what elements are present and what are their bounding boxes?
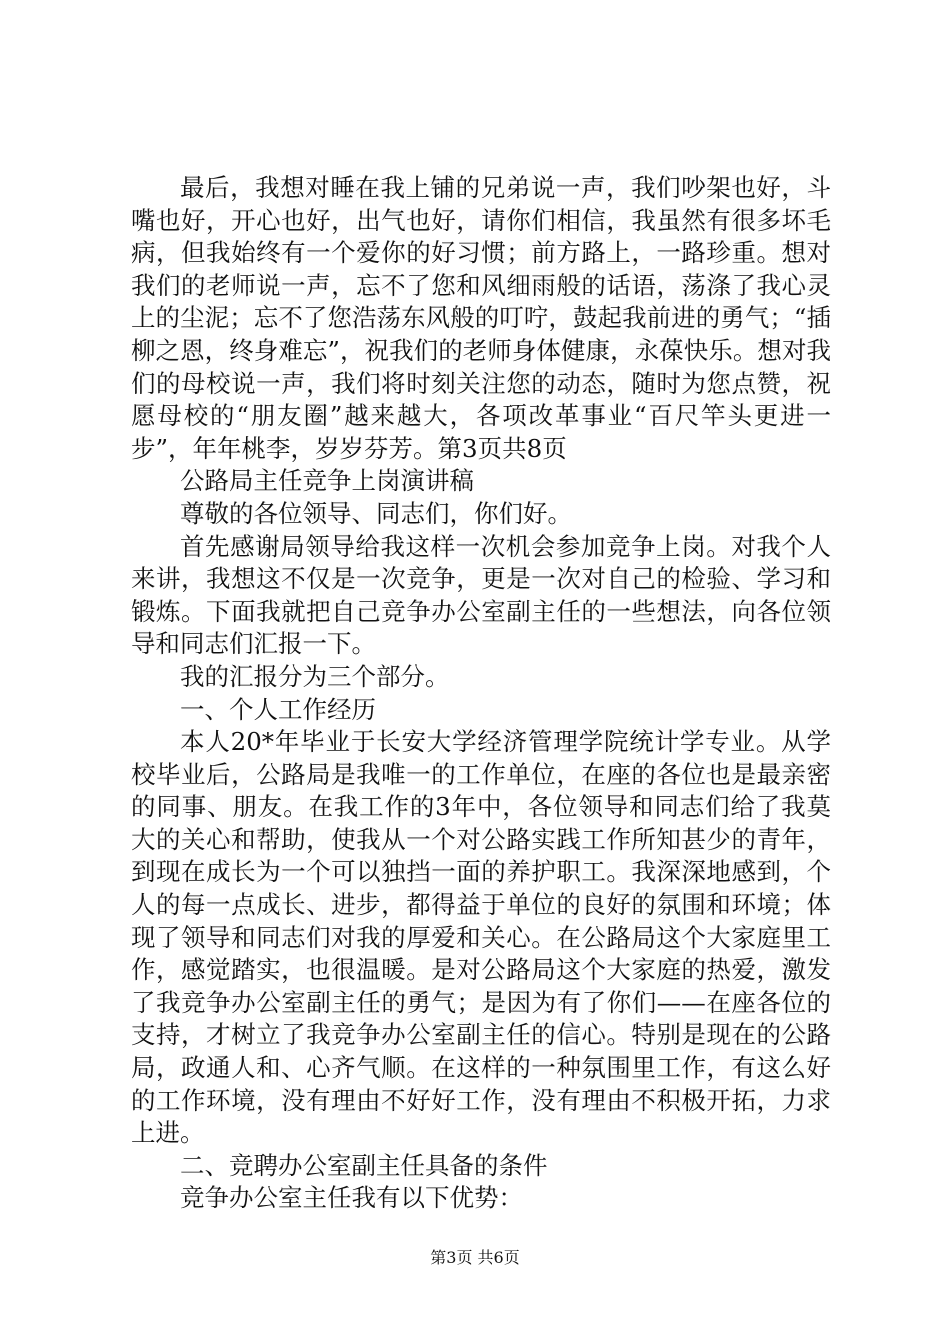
paragraph-greeting: 尊敬的各位领导、同志们，你们好。 — [180, 498, 572, 528]
paragraph-outline: 我的汇报分为三个部分。 — [180, 661, 450, 691]
paragraph-farewell: 最后，我想对睡在我上铺的兄弟说一声，我们吵架也好，斗嘴也好，开心也好，出气也好，请你们相信，我虽然有很多坏毛病，但我始终有一个爱你的好习惯；前方路上，一路珍重。想对我们的老师说一声，忘不了您和风细雨般的话语，荡涤了我心灵上的尘泥；忘不了您浩荡东风般的叮咛，鼓起我前进的勇气；“插柳之恩，终身难忘”，祝我们的老师身体健康，永葆快乐。想对我们的母校说一声，我们将时刻关注您的动态，随时为您点赞，祝愿母校的“朋友圈”越来越大，各项改革事业“百尺竿头更进一步”，年年桃李，岁岁芬芳。第3页共8页 — [131, 173, 831, 463]
document-body — [131, 172, 831, 1215]
paragraph-advantages: 竞争办公室主任我有以下优势： — [180, 1183, 523, 1213]
section-heading-conditions: 二、竞聘办公室副主任具备的条件 — [180, 1150, 548, 1180]
paragraph-intro: 首先感谢局领导给我这样一次机会参加竞争上岗。对我个人来讲，我想这不仅是一次竞争，更是一次对自己的检验、学习和锻炼。下面我就把自己竞争办公室副主任的一些想法，向各位领导和同志们汇报一下。 — [131, 531, 831, 659]
speech-title: 公路局主任竞争上岗演讲稿 — [180, 466, 474, 496]
paragraph-experience: 本人20*年毕业于长安大学经济管理学院统计学专业。从学校毕业后，公路局是我唯一的工作单位，在座的各位也是最亲密的同事、朋友。在我工作的3年中，各位领导和同志们给了我莫大的关心和帮助，使我从一个对公路实践工作所知甚少的青年，到现在成长为一个可以独挡一面的养护职工。我深深地感到，个人的每一点成长、进步，都得益于单位的良好的氛围和环境；体现了领导和同志们对我的厚爱和关心。在公路局这个大家庭里工作，感觉踏实，也很温暖。是对公路局这个大家庭的热爱，激发了我竞争办公室副主任的勇气；是因为有了你们——在座各位的支持，才树立了我竞争办公室副主任的信心。特别是现在的公路局，政通人和、心齐气顺。在这样的一种氛围里工作，有这么好的工作环境，没有理由不好好工作，没有理由不积极开拓，力求上进。 — [131, 727, 831, 1148]
page-footer: 第3页 共6页 — [430, 1248, 520, 1267]
section-heading-experience: 一、个人工作经历 — [180, 694, 376, 724]
